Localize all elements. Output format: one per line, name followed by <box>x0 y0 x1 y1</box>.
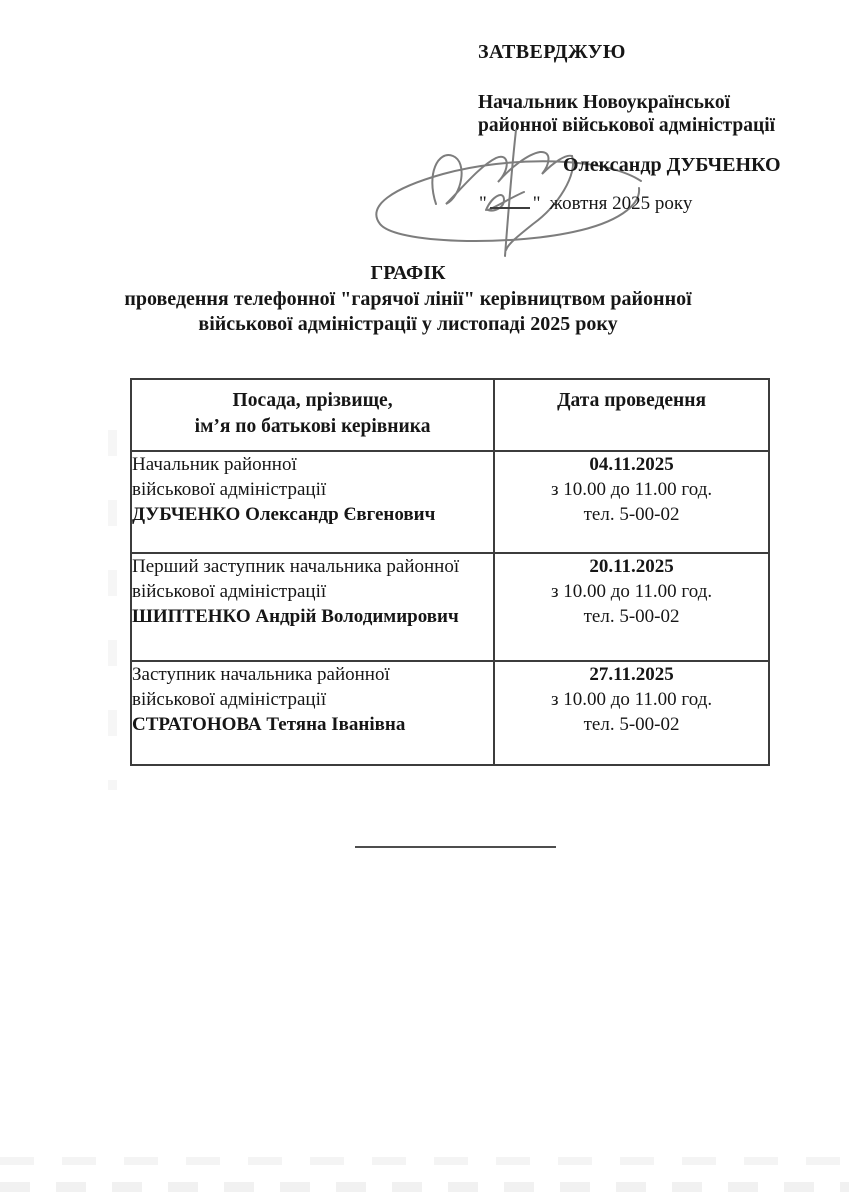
official-cell <box>131 451 494 553</box>
header-col1-line1: Посада, прізвище, <box>232 390 393 411</box>
title-line1: ГРАФІК <box>370 262 446 284</box>
date-cell <box>494 451 769 553</box>
official-position-line2: військової адміністрації <box>132 581 327 602</box>
document-title <box>0 261 816 338</box>
title-line2: проведення телефонної "гарячої лінії" керівництвом районної <box>124 287 692 310</box>
approver-name: Олександр ДУБЧЕНКО <box>563 154 781 176</box>
table-row <box>131 553 769 661</box>
approval-stamp: ЗАТВЕРДЖУЮ <box>478 41 626 63</box>
header-col1-line2: ім’я по батькові керівника <box>194 416 431 437</box>
official-cell <box>131 553 494 661</box>
schedule-table <box>130 378 770 766</box>
approver-position-line1: Начальник Новоукраїнської <box>478 92 731 113</box>
scan-artifact-strip <box>0 1157 849 1165</box>
approver-position <box>478 91 775 137</box>
official-position-line1: Перший заступник начальника районної <box>132 556 460 577</box>
session-time: з 10.00 до 11.00 год. <box>550 581 713 602</box>
official-position-line2: військової адміністрації <box>132 479 327 500</box>
table-row <box>131 451 769 553</box>
official-name: СТРАТОНОВА Тетяна Іванівна <box>132 714 406 735</box>
date-cell <box>494 661 769 765</box>
session-date: 20.11.2025 <box>589 556 674 577</box>
table-row <box>131 661 769 765</box>
session-date: 04.11.2025 <box>589 454 674 475</box>
session-phone: тел. 5-00-02 <box>583 714 680 735</box>
approval-date-line <box>479 192 692 215</box>
official-position-line2: військової адміністрації <box>132 689 327 710</box>
scan-artifact-margin <box>108 430 117 790</box>
title-line3: військової адміністрації у листопаді 2025 року <box>198 313 618 335</box>
official-cell <box>131 661 494 765</box>
scan-artifact-strip <box>0 1182 849 1192</box>
table-header-row <box>131 379 769 451</box>
header-col2-label: Дата проведення <box>557 390 707 411</box>
date-cell <box>494 553 769 661</box>
official-position-line1: Начальник районної <box>132 454 297 475</box>
session-time: з 10.00 до 11.00 год. <box>550 689 713 710</box>
open-quote: " <box>479 193 487 214</box>
session-phone: тел. 5-00-02 <box>583 606 680 627</box>
close-quote: " <box>532 193 541 214</box>
official-position-line1: Заступник начальника районної <box>132 664 390 685</box>
approval-date-text: жовтня 2025 року <box>549 193 693 214</box>
approver-position-line2: районної військової адміністрації <box>478 115 776 136</box>
header-date <box>494 379 769 451</box>
official-name: ШИПТЕНКО Андрій Володимирович <box>132 606 459 627</box>
date-blank-underline <box>490 192 530 209</box>
session-phone: тел. 5-00-02 <box>583 504 680 525</box>
footer-rule <box>355 846 556 848</box>
header-position-name <box>131 379 494 451</box>
official-name: ДУБЧЕНКО Олександр Євгенович <box>132 504 436 525</box>
session-time: з 10.00 до 11.00 год. <box>550 479 713 500</box>
session-date: 27.11.2025 <box>589 664 674 685</box>
